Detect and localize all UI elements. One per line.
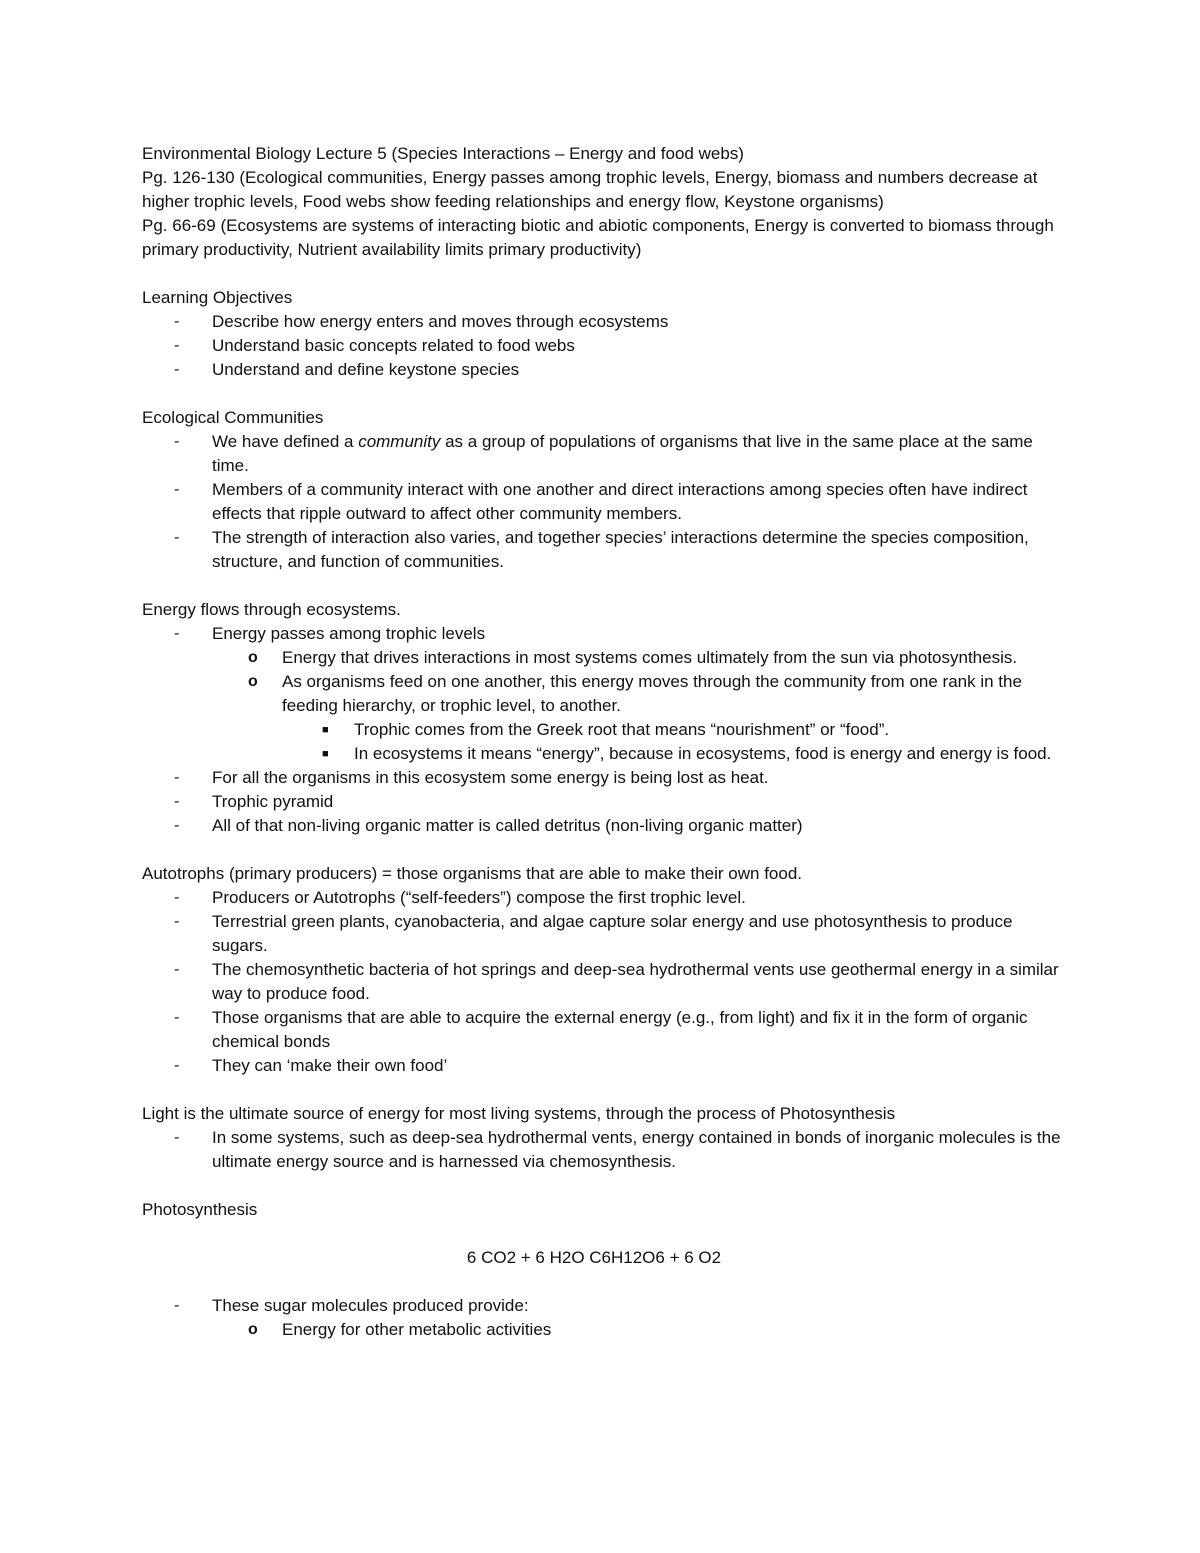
lecture-title: Environmental Biology Lecture 5 (Species Interactions – Energy and food webs) bbox=[142, 144, 744, 163]
list-item: - Energy passes among trophic levels bbox=[142, 622, 1062, 646]
dash-bullet: - bbox=[174, 481, 180, 498]
list-item: - The strength of interaction also varies, and together species’ interactions determine the species composition, structure, and function of communities. bbox=[174, 528, 1029, 571]
square-bullet: ■ bbox=[322, 748, 329, 760]
sub-sub-list-item: ■ Trophic comes from the Greek root that means “nourishment” or “food”. bbox=[142, 718, 1062, 742]
reading-pages-1: Pg. 126-130 (Ecological communities, Energy passes among trophic levels, Energy, biomass and numbers decrease at higher trophic levels, Food webs show feeding relationships and energy flow, Keystone organisms) bbox=[142, 168, 1038, 211]
reading-pages-2: Pg. 66-69 (Ecosystems are systems of interacting biotic and abiotic components, Energy is converted to biomass through primary productivity, Nutrient availability limits primary productivity) bbox=[142, 216, 1054, 259]
circle-bullet: o bbox=[248, 1321, 258, 1338]
energy-flows-heading: Energy flows through ecosystems. bbox=[142, 600, 401, 619]
list-item: - We have defined a community as a group of populations of organisms that live in the same place at the same time. bbox=[174, 432, 1033, 475]
list-item: - Terrestrial green plants, cyanobacteria, and algae capture solar energy and use photosynthesis to produce sugars. bbox=[174, 912, 1013, 955]
dash-bullet: - bbox=[174, 313, 180, 330]
list-item: - Trophic pyramid bbox=[142, 790, 1062, 814]
list-item: - Understand basic concepts related to food webs bbox=[142, 334, 1062, 358]
dash-bullet: - bbox=[174, 529, 180, 546]
document-body bbox=[142, 142, 1062, 1342]
list-item: - Producers or Autotrophs (“self-feeders”) compose the first trophic level. bbox=[142, 886, 1062, 910]
circle-bullet: o bbox=[248, 649, 258, 666]
dash-bullet: - bbox=[174, 889, 180, 906]
dash-bullet: - bbox=[174, 1009, 180, 1026]
dash-bullet: - bbox=[174, 1129, 180, 1146]
sub-list-item: o Energy for other metabolic activities bbox=[142, 1318, 1062, 1342]
list-item: - In some systems, such as deep-sea hydrothermal vents, energy contained in bonds of inorganic molecules is the ultimate energy source and is harnessed via chemosynthesis. bbox=[174, 1128, 1061, 1171]
dash-bullet: - bbox=[174, 913, 180, 930]
list-item: - Understand and define keystone species bbox=[142, 358, 1062, 382]
ecological-communities-heading: Ecological Communities bbox=[142, 408, 324, 427]
photosynthesis-heading: Photosynthesis bbox=[142, 1200, 258, 1219]
dash-bullet: - bbox=[174, 337, 180, 354]
dash-bullet: - bbox=[174, 793, 180, 810]
circle-bullet: o bbox=[248, 673, 258, 690]
learning-objectives-heading: Learning Objectives bbox=[142, 288, 293, 307]
sub-sub-list-item: ■ In ecosystems it means “energy”, because in ecosystems, food is energy and energy is food. bbox=[142, 742, 1062, 766]
list-item: - These sugar molecules produced provide: bbox=[142, 1294, 1062, 1318]
sub-list-item: o Energy that drives interactions in most systems comes ultimately from the sun via photosynthesis. bbox=[142, 646, 1062, 670]
list-item: - All of that non-living organic matter is called detritus (non-living organic matter) bbox=[142, 814, 1062, 838]
list-item: - They can ‘make their own food’ bbox=[142, 1054, 1062, 1078]
list-item: - The chemosynthetic bacteria of hot springs and deep-sea hydrothermal vents use geothermal energy in a similar way to produce food. bbox=[174, 960, 1059, 1003]
dash-bullet: - bbox=[174, 769, 180, 786]
sub-list-item: o As organisms feed on one another, this energy moves through the community from one rank in the feeding hierarchy, or trophic level, to another. bbox=[248, 672, 1022, 715]
community-term: community bbox=[358, 432, 441, 451]
dash-bullet: - bbox=[174, 1057, 180, 1074]
list-item: - Those organisms that are able to acquire the external energy (e.g., from light) and fix it in the form of organic chemical bonds bbox=[174, 1008, 1028, 1051]
autotrophs-heading: Autotrophs (primary producers) = those organisms that are able to make their own food. bbox=[142, 864, 803, 883]
dash-bullet: - bbox=[174, 625, 180, 642]
dash-bullet: - bbox=[174, 1297, 180, 1314]
square-bullet: ■ bbox=[322, 724, 329, 736]
list-item: - For all the organisms in this ecosystem some energy is being lost as heat. bbox=[142, 766, 1062, 790]
light-heading: Light is the ultimate source of energy for most living systems, through the process of Photosynthesis bbox=[142, 1104, 896, 1123]
dash-bullet: - bbox=[174, 361, 180, 378]
dash-bullet: - bbox=[174, 961, 180, 978]
list-item: - Members of a community interact with one another and direct interactions among species often have indirect effects that ripple outward to affect other community members. bbox=[174, 480, 1028, 523]
dash-bullet: - bbox=[174, 433, 180, 450]
list-item: - Describe how energy enters and moves through ecosystems bbox=[142, 310, 1062, 334]
photosynthesis-equation: 6 CO2 + 6 H2O C6H12O6 + 6 O2 bbox=[466, 1248, 722, 1267]
dash-bullet: - bbox=[174, 817, 180, 834]
